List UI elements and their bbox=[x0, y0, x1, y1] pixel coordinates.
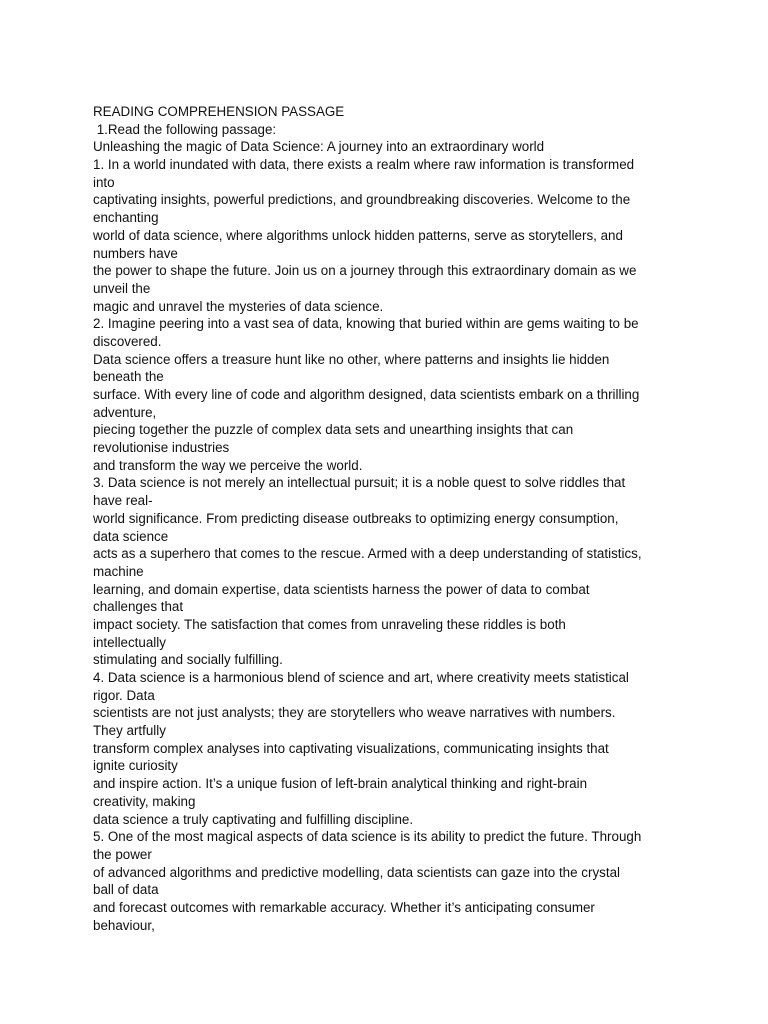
passage-line: world significance. From predicting disease outbreaks to optimizing energy consumption, bbox=[93, 510, 619, 526]
passage-line: stimulating and socially fulfilling. bbox=[93, 652, 283, 668]
passage-line: discovered. bbox=[93, 333, 162, 349]
passage-line: adventure, bbox=[93, 404, 157, 420]
passage-line: and transform the way we perceive the world. bbox=[93, 457, 363, 473]
passage-line: enchanting bbox=[93, 210, 159, 226]
passage-line: behaviour, bbox=[93, 917, 155, 933]
passage-line: captivating insights, powerful predictions, and groundbreaking discoveries. Welcome to the bbox=[93, 192, 631, 208]
passage-line: surface. With every line of code and algorithm designed, data scientists embark on a thrilling bbox=[93, 387, 640, 402]
passage-line: scientists are not just analysts; they are storytellers who weave narratives with numbers. bbox=[93, 705, 616, 721]
passage-line: revolutionise industries bbox=[93, 440, 230, 456]
document-title: READING COMPREHENSION PASSAGE bbox=[93, 104, 345, 119]
document-instruction: 1.Read the following passage: bbox=[93, 121, 277, 137]
passage-line: 5. One of the most magical aspects of data science is its ability to predict the future. Through bbox=[93, 829, 642, 845]
passage-line: challenges that bbox=[93, 599, 184, 615]
passage-line: have real- bbox=[93, 493, 153, 509]
passage-line: acts as a superhero that comes to the rescue. Armed with a deep understanding of statistics, bbox=[93, 546, 642, 562]
passage-line: They artfully bbox=[93, 723, 166, 739]
passage-line: learning, and domain expertise, data scientists harness the power of data to combat bbox=[93, 581, 590, 597]
passage-line: numbers have bbox=[93, 245, 178, 261]
passage-line: data science a truly captivating and fulfilling discipline. bbox=[93, 811, 414, 827]
passage-line: transform complex analyses into captivating visualizations, communicating insights that bbox=[93, 740, 609, 756]
passage-line: data science bbox=[93, 528, 169, 544]
passage-line: creativity, making bbox=[93, 793, 196, 809]
passage-line: the power to shape the future. Join us on a journey through this extraordinary domain as we bbox=[93, 263, 637, 279]
passage-line: unveil the bbox=[93, 280, 151, 296]
passage-line: ignite curiosity bbox=[93, 758, 178, 774]
passage-line: piecing together the puzzle of complex data sets and unearthing insights that can bbox=[93, 422, 574, 438]
passage-line: impact society. The satisfaction that comes from unraveling these riddles is both bbox=[93, 616, 566, 632]
passage-line: machine bbox=[93, 563, 144, 579]
passage-line: rigor. Data bbox=[93, 687, 155, 703]
passage-line: Data science offers a treasure hunt like no other, where patterns and insights lie hidden bbox=[93, 351, 610, 367]
passage-line: 3. Data science is not merely an intellectual pursuit; it is a noble quest to solve riddles that bbox=[93, 475, 626, 491]
passage-line: intellectually bbox=[93, 634, 166, 650]
passage-body bbox=[93, 103, 693, 934]
passage-line: and forecast outcomes with remarkable accuracy. Whether it’s anticipating consumer bbox=[93, 899, 595, 915]
passage-subtitle: Unleashing the magic of Data Science: A journey into an extraordinary world bbox=[93, 139, 545, 155]
passage-line: of advanced algorithms and predictive modelling, data scientists can gaze into the crystal bbox=[93, 864, 620, 880]
passage-line: beneath the bbox=[93, 369, 164, 385]
passage-line: into bbox=[93, 174, 115, 190]
passage-line: magic and unravel the mysteries of data science. bbox=[93, 298, 384, 314]
passage-lines bbox=[93, 156, 693, 934]
passage-line: the power bbox=[93, 846, 152, 862]
passage-line: world of data science, where algorithms unlock hidden patterns, serve as storytellers, and bbox=[93, 227, 623, 243]
passage-line: 2. Imagine peering into a vast sea of data, knowing that buried within are gems waiting to be bbox=[93, 316, 639, 332]
passage-line: and inspire action. It’s a unique fusion of left-brain analytical thinking and right-brain bbox=[93, 776, 588, 792]
passage-line: 4. Data science is a harmonious blend of science and art, where creativity meets statistical bbox=[93, 670, 629, 685]
passage-line: 1. In a world inundated with data, there exists a realm where raw information is transformed bbox=[93, 157, 635, 173]
passage-line: ball of data bbox=[93, 882, 159, 898]
